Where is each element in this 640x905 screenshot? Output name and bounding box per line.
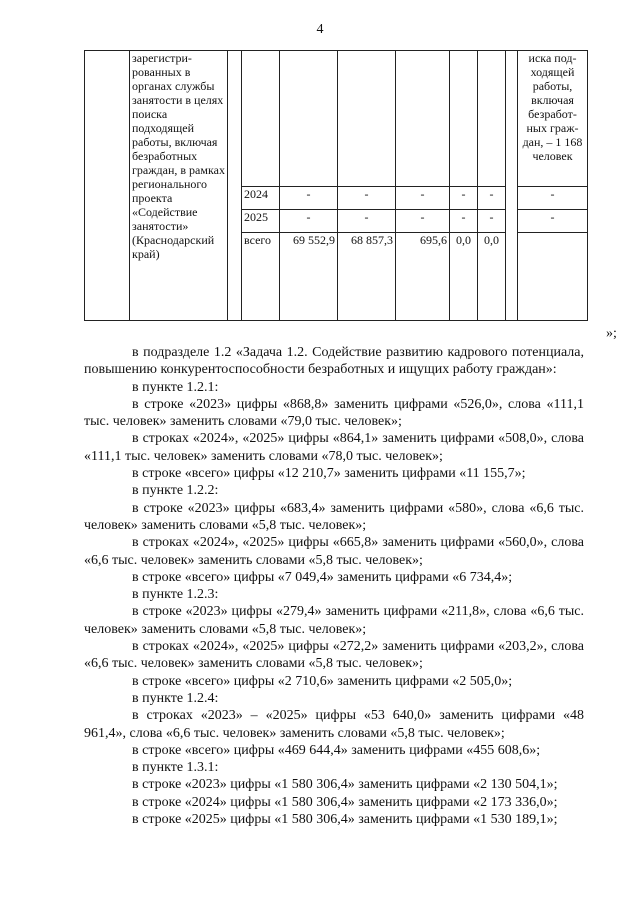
table-cell-empty: [228, 51, 242, 321]
paragraph: в строке «2023» цифры «868,8» заменить цифрами «526,0», слова «111,1 тыс. человек» заменить словами «79,0 тыс. человек»;: [84, 396, 584, 430]
year-cell: всего: [242, 233, 280, 321]
paragraph: в строке «всего» цифры «7 049,4» заменить цифрами «6 734,4»;: [132, 569, 513, 585]
paragraph: в строках «2024», «2025» цифры «864,1» заменить цифрами «508,0», слова «111,1 тыс. человек» заменить словами «78,0 тыс. человек»;: [84, 431, 584, 464]
paragraph: в строке «всего» цифры «12 210,7» заменить цифрами «11 155,7»;: [132, 466, 526, 482]
note-cell: -: [518, 210, 588, 233]
table-cell: [450, 51, 478, 187]
paragraph: в строках «2024», «2025» цифры «665,8» заменить цифрами «560,0», слова «6,6 тыс. человек» заменить словами «5,8 тыс. человек»;: [84, 535, 584, 568]
year-cell: 2024: [242, 187, 280, 210]
table-cell-year-top: [242, 51, 280, 187]
value-cell: -: [450, 187, 478, 210]
value-cell: -: [280, 187, 338, 210]
value-cell: -: [396, 187, 450, 210]
paragraph: в строках «2023» – «2025» цифры «53 640,0» заменить цифрами «48 961,4», слова «6,6 тыс. человек» заменить словами «5,8 тыс. человек»;: [84, 708, 584, 741]
value-cell: -: [396, 210, 450, 233]
paragraph: в подразделе 1.2 «Задача 1.2. Содействие развитию кадрового потенциала, повышению конкурентоспособности безработных и ищущих работу граждан»:: [84, 345, 584, 378]
year-cell: 2025: [242, 210, 280, 233]
table-cell: [506, 51, 518, 321]
table-cell: [338, 51, 396, 187]
value-cell: 0,0: [450, 233, 478, 321]
paragraph: в строке «2025» цифры «1 580 306,4» заменить цифрами «1 530 189,1»;: [132, 812, 558, 828]
table-cell-number: [85, 51, 130, 321]
table-cell-note: иска подходящей работы, включая безработных граждан, – 1 168 человек: [518, 51, 588, 187]
quote-end: »;: [606, 326, 617, 341]
value-cell: -: [450, 210, 478, 233]
paragraph: в строке «всего» цифры «2 710,6» заменить цифрами «2 505,0»;: [132, 673, 513, 689]
note-cell: [518, 233, 588, 321]
value-cell: -: [338, 210, 396, 233]
page-number: 4: [316, 22, 324, 37]
value-cell: -: [280, 210, 338, 233]
value-cell: 68 857,3: [338, 233, 396, 321]
paragraph: в пункте 1.2.4:: [132, 690, 219, 706]
body-text: [84, 344, 584, 828]
paragraph: в строке «всего» цифры «469 644,4» заменить цифрами «455 608,6»;: [132, 742, 541, 758]
paragraph: в строке «2023» цифры «683,4» заменить цифрами «580», слова «6,6 тыс. человек» заменить словами «5,8 тыс. человек»;: [84, 500, 584, 533]
value-cell: -: [478, 210, 506, 233]
paragraph: в строке «2024» цифры «1 580 306,4» заменить цифрами «2 173 336,0»;: [132, 794, 558, 810]
table-cell-name: зарегистрированных в органах службы занятости в целях поиска подходящей работы, включая безработных граждан, в рамках регионального проекта «Содействие занятости» (Краснодарский край): [130, 51, 228, 321]
table-cell: [478, 51, 506, 187]
table-cell: [396, 51, 450, 187]
paragraph: в строке «2023» цифры «1 580 306,4» заменить цифрами «2 130 504,1»;: [132, 777, 558, 793]
table-cell: [280, 51, 338, 187]
value-cell: -: [478, 187, 506, 210]
paragraph: в пункте 1.2.1:: [132, 379, 219, 395]
value-cell: -: [338, 187, 396, 210]
program-table: [84, 50, 588, 321]
value-cell: 695,6: [396, 233, 450, 321]
paragraph: в пункте 1.2.2:: [132, 483, 219, 499]
paragraph: в строке «2023» цифры «279,4» заменить цифрами «211,8», слова «6,6 тыс. человек» заменить словами «5,8 тыс. человек»;: [84, 604, 584, 637]
paragraph: в пункте 1.2.3:: [132, 587, 219, 603]
value-cell: 0,0: [478, 233, 506, 321]
value-cell: 69 552,9: [280, 233, 338, 321]
paragraph: в строках «2024», «2025» цифры «272,2» заменить цифрами «203,2», слова «6,6 тыс. человек» заменить словами «5,8 тыс. человек»;: [84, 639, 584, 672]
paragraph: в пункте 1.3.1:: [132, 760, 219, 776]
note-cell: -: [518, 187, 588, 210]
